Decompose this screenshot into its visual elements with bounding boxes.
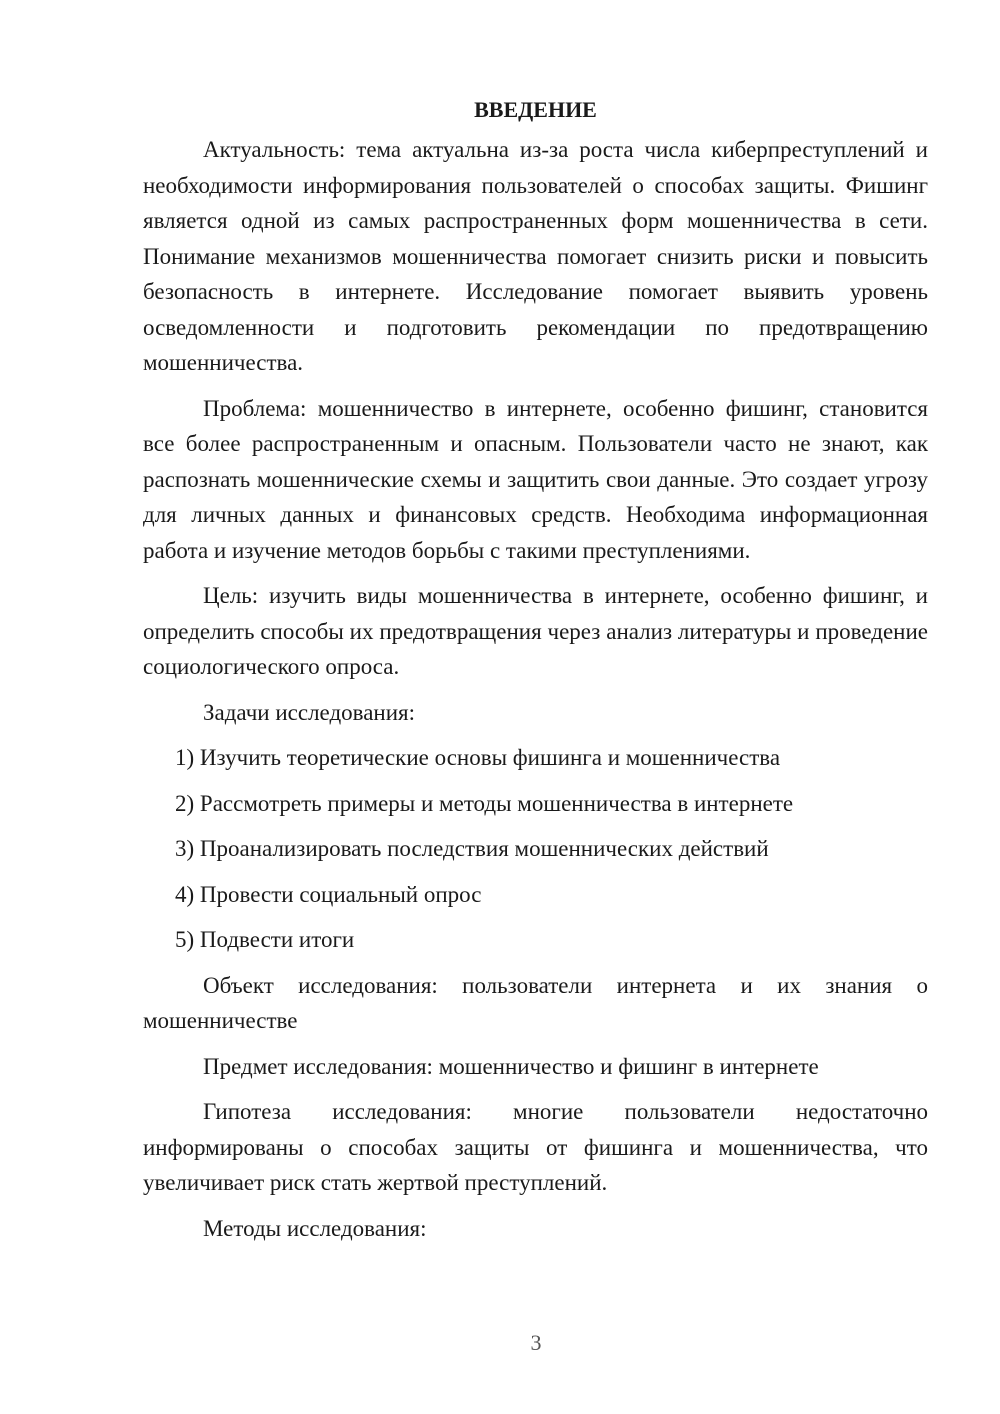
list-item: 5) Подвести итоги <box>175 927 355 952</box>
list-item: 1) Изучить теоретические основы фишинга и мошенничества <box>175 745 781 770</box>
list-item: 4) Провести социальный опрос <box>175 881 482 907</box>
tasks-heading: Задачи исследования: <box>203 699 416 725</box>
page-number: 3 <box>530 1330 542 1355</box>
object-paragraph: Объект исследования: пользователи интернета и их знания о мошенничестве <box>143 972 928 1033</box>
relevance-paragraph: Актуальность: тема актуальна из-за роста числа киберпреступлений и необходимости информирования пользователей о способах защиты. Фишинг является одной из самых распространенных форм мошенничества в сети. Понимание механизмов мошенничества помогает снизить риски и повысить безопасность в интернете. Исследование помогает выявить уровень осведомленности и подготовить рекомендации по предотвращению мошенничества. <box>143 137 928 375</box>
list-item: 3) Проанализировать последствия мошеннических действий <box>175 836 769 861</box>
section-title: ВВЕДЕНИЕ <box>474 97 597 122</box>
tasks-list <box>143 740 928 958</box>
problem-paragraph: Проблема: мошенничество в интернете, особенно фишинг, становится все более распространенным и опасным. Пользователи часто не знают, как распознать мошеннические схемы и защитить свои данные. Это создает угрозу для личных данных и финансовых средств. Необходима информационная работа и изучение методов борьбы с такими преступлениями. <box>143 395 928 563</box>
page-content <box>143 92 928 1256</box>
goal-paragraph: Цель: изучить виды мошенничества в интернете, особенно фишинг, и определить способы их предотвращения через анализ литературы и проведение социологического опроса. <box>143 583 928 679</box>
subject-paragraph: Предмет исследования: мошенничество и фишинг в интернете <box>203 1053 819 1079</box>
methods-heading: Методы исследования: <box>203 1215 427 1241</box>
hypothesis-paragraph: Гипотеза исследования: многие пользователи недостаточно информированы о способах защиты от фишинга и мошенничества, что увеличивает риск стать жертвой преступлений. <box>143 1099 928 1195</box>
list-item: 2) Рассмотреть примеры и методы мошенничества в интернете <box>175 790 794 816</box>
